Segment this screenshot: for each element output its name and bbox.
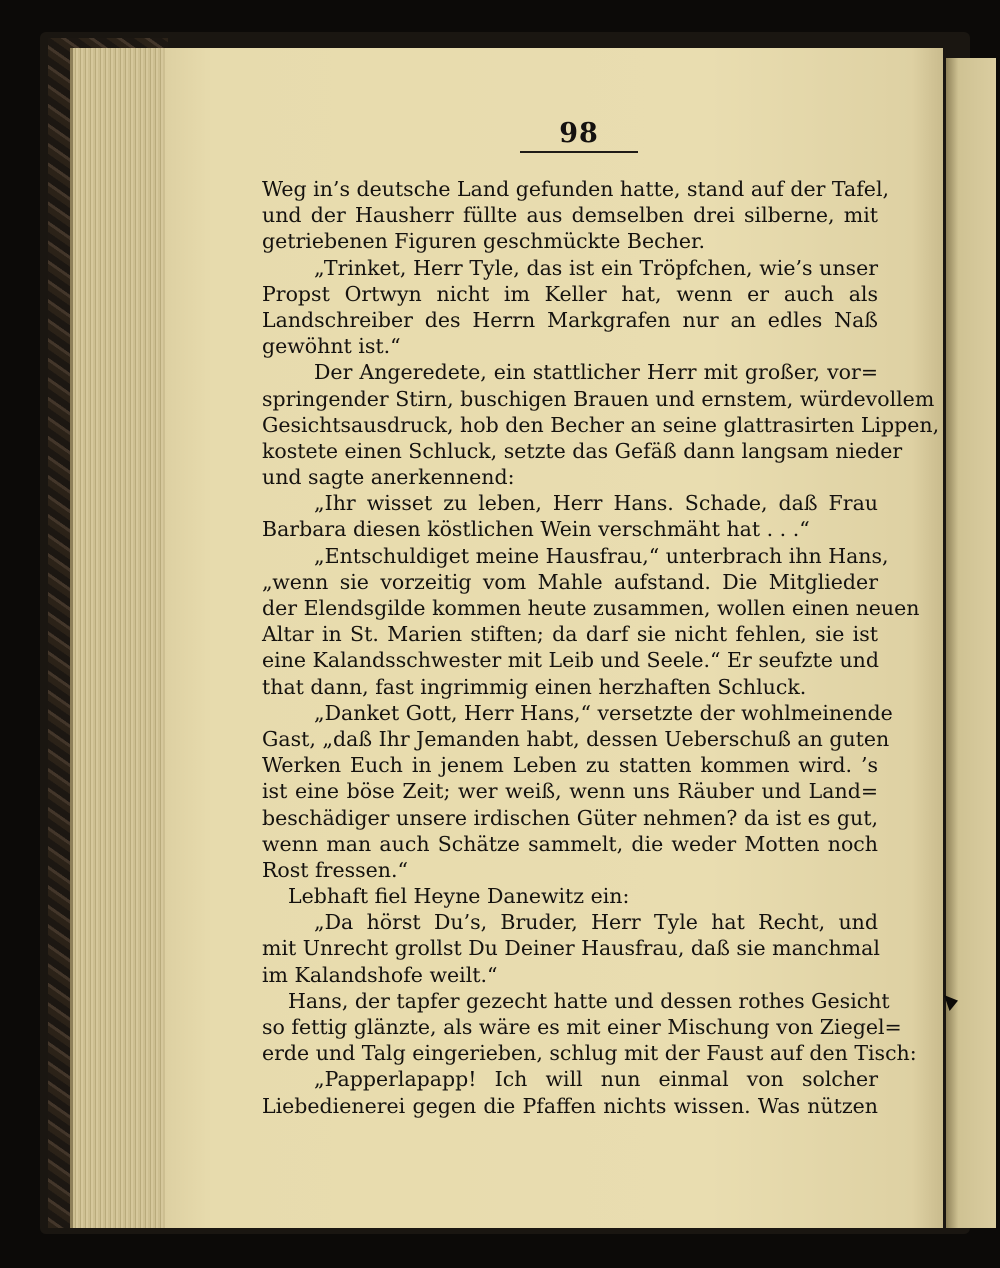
- text-line: und sagte anerkennend:: [262, 465, 515, 490]
- text-line: beschädiger unsere irdischen Güter nehmen? da ist es gut,: [262, 805, 878, 830]
- page-edges: [70, 48, 173, 1228]
- text-line: kostete einen Schluck, setzte das Gefäß dann langsam nieder: [262, 438, 903, 463]
- page-number-rule: [520, 151, 638, 153]
- text-line: der Elendsgilde kommen heute zusammen, wollen einen neuen: [262, 596, 920, 620]
- text-line: erde und Talg eingerieben, schlug mit der Faust auf den Tisch:: [262, 1041, 917, 1066]
- text-line: wenn man auch Schätze sammelt, die weder Motten noch: [262, 831, 878, 856]
- text-line: mit Unrecht grollst Du Deiner Hausfrau, daß sie manchmal: [262, 936, 880, 961]
- text-line: Rost fressen.“: [262, 857, 408, 882]
- text-line: Weg in’s deutsche Land gefunden hatte, stand auf der Tafel,: [262, 177, 890, 201]
- text-line: that dann, fast ingrimmig einen herzhaften Schluck.: [262, 674, 807, 699]
- text-line: Der Angeredete, ein stattlicher Herr mit großer, vor=: [314, 360, 878, 385]
- text-line: „Danket Gott, Herr Hans,“ versetzte der wohlmeinende: [314, 700, 893, 725]
- text-line: Hans, der tapfer gezecht hatte und dessen rothes Gesicht: [288, 988, 890, 1013]
- text-line: Landschreiber des Herrn Markgrafen nur an edles Naß: [262, 307, 878, 332]
- text-line: Lebhaft fiel Heyne Danewitz ein:: [288, 884, 630, 909]
- text-line: Altar in St. Marien stiften; da darf sie nicht fehlen, sie ist: [262, 622, 878, 647]
- text-line: „wenn sie vorzeitig vom Mahle aufstand. Die Mitglieder: [262, 569, 878, 594]
- text-line: Gast, „daß Ihr Jemanden habt, dessen Ueberschuß an guten: [262, 726, 890, 751]
- page-number: 98: [559, 118, 599, 149]
- text-line: Werken Euch in jenem Leben zu statten kommen wird. ’s: [262, 753, 878, 778]
- text-line: „Ihr wisset zu leben, Herr Hans. Schade, daß Frau: [314, 491, 878, 516]
- text-line: so fettig glänzte, als wäre es mit einer Mischung von Ziegel=: [262, 1015, 902, 1039]
- text-line: „Trinket, Herr Tyle, das ist ein Tröpfchen, wie’s unser: [314, 255, 878, 280]
- text-line: Liebedienerei gegen die Pfaffen nichts wissen. Was nützen: [262, 1093, 878, 1118]
- text-line: eine Kalandsschwester mit Leib und Seele.“ Er seufzte und: [262, 648, 879, 673]
- text-line: ist eine böse Zeit; wer weiß, wenn uns Räuber und Land=: [262, 779, 878, 804]
- text-line: „Da hörst Du’s, Bruder, Herr Tyle hat Recht, und: [314, 910, 878, 935]
- text-line: „Entschuldiget meine Hausfrau,“ unterbrach ihn Hans,: [314, 543, 889, 568]
- text-line: springender Stirn, buschigen Brauen und ernstem, würdevollem: [262, 386, 935, 411]
- text-line: Propst Ortwyn nicht im Keller hat, wenn er auch als: [262, 281, 878, 306]
- text-line: „Papperlapapp! Ich will nun einmal von solcher: [314, 1067, 878, 1092]
- text-line: und der Hausherr füllte aus demselben drei silberne, mit: [262, 203, 878, 228]
- text-line: getriebenen Figuren geschmückte Becher.: [262, 229, 706, 254]
- text-line: im Kalandshofe weilt.“: [262, 962, 498, 987]
- facing-page-edge: [946, 58, 996, 1228]
- text-line: Barbara diesen köstlichen Wein verschmäht hat . . .“: [262, 517, 810, 542]
- body-text: [262, 176, 940, 1119]
- text-line: gewöhnt ist.“: [262, 334, 401, 359]
- text-line: Gesichtsausdruck, hob den Becher an seine glattrasirten Lippen,: [262, 412, 940, 437]
